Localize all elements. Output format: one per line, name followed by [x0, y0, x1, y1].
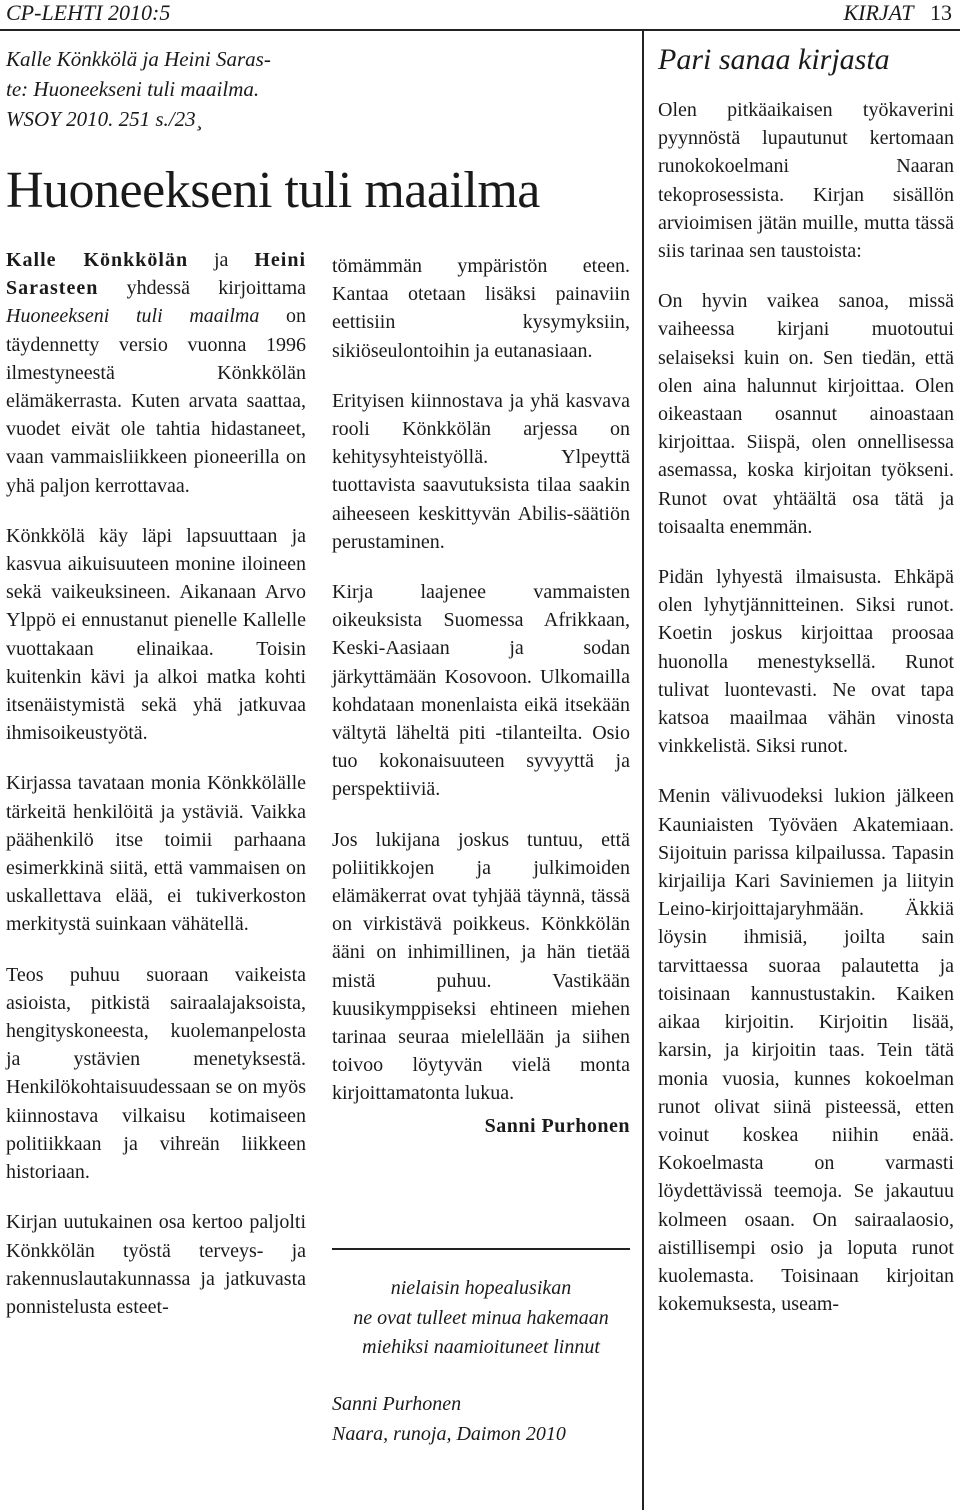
sidebar-paragraph: Menin välivuodeksi lukion jälkeen Kauniaisten Työväen Akatemiaan. Sijoituin parissa kilpailussa. Tapasin kirjailija Kari Saviniemen ja liityin Leino-kirjoittajaryhmään. Äkkiä löysin ihmisiä, joilta sain tarvittaessa suoraa palautetta ja toisinaan kannustustakin. Kaiken aikaa kirjoitin. Kirjoitin lisää, karsin, ja kirjoitin taas. Tein tätä monia vuosia, kunnes kokoelman runot olivat siinä pisteessä, etten voinut koskea niihin enää. Kokoelmasta on varmasti löydettävissä teemoja. Se jakautuu kolmeen osaan. On sairaalaosio, aistillisempi osio ja loputa runot kuolemasta. Toisinaan kirjoitan kokemuksesta, useam-: [658, 785, 954, 1316]
article-title: Huoneekseni tuli maailma: [6, 162, 540, 219]
poem-line: miehiksi naamioituneet linnut: [362, 1336, 600, 1358]
article-paragraph: Kirjassa tavataan monia Könkkölälle tärkeitä henkilöitä ja ystäviä. Vaikka päähenkilö itse toimii parhaana esimerkkinä siitä, että vammaisen on uskallettava elää, ei tukiverkoston merkitystä suinkaan vähätellä.: [6, 772, 306, 936]
poem-book: Naara, runoja, Daimon 2010: [332, 1422, 566, 1445]
section-and-page: [843, 0, 952, 26]
page-header: [0, 0, 960, 28]
sidebar-paragraph: Olen pitkäaikaisen työkaverini pyynnöstä lupautunut kertomaan runokokoelmani Naaran tekoprosessista. Kirjan sisällön arvioimisen jätän muille, mutta tässä siis tarinaa sen taustoista:: [658, 99, 954, 263]
poem-line: ne ovat tulleet minua hakemaan: [353, 1306, 609, 1329]
column-divider: [642, 30, 644, 1510]
page-number: 13: [930, 0, 952, 25]
poem-divider: [332, 1248, 630, 1250]
article-paragraph: Könkkölä käy läpi lapsuuttaan ja kasvua aikuisuuteen monine iloineen sekä vaikeuksineen. Aikanaan Arvo Ylppö ei ennustanut pienelle Kallelle vuottakaan elinaikaa. Toisin kuitenkin kävi ja alkoi matka kohti itsenäistymistä sekä yhä jatkuvaa ihmisoikeustyötä.: [6, 524, 306, 745]
poem-line: nielaisin hopealusikan: [390, 1277, 572, 1299]
author-name-2: Heini Sarasteen: [6, 249, 307, 300]
article-paragraph: Kirja laajenee vammaisten oikeuksista Suomessa Afrikkaan, Keski-Aasiaan ja sodan järkyttämään Kosovoon. Ulkomailla kohdataan monenlaista eikä itsekään vältytä läheltä piti -tilanteilta. Osio tuo kokonaisuuteen syvyyttä ja perspektiiviä.: [332, 581, 630, 801]
sidebar-paragraph: On hyvin vaikea sanoa, missä vaiheessa kirjani muotoutui selaiseksi kuin on. Sen tiedän, että olen aina halunnut kirjoittaa. Olen oikeastaan osannut ainoastaan kirjoittaa. Siispä, olen onnellisessa asemassa, koska kirjoitan työkseni. Runot ovat yhtäältä osa tätä ja toisaalta enemmän.: [658, 290, 954, 538]
article-column-2: [332, 252, 630, 1140]
publication-issue: CP-LEHTI 2010:5: [6, 0, 171, 25]
article-lead: Kalle Könkkölän ja Heini Sarasteen yhdessä kirjoittama Huoneekseni tuli maailma on täydennetty versio vuonna 1996 ilmestyneestä Könkkölän elämäkerrasta. Kuten arvata saattaa, vuodet eivät ole tahtia hidastaneet, vaan vammaisliikkeen pioneerilla on yhä paljon kerrottavaa.: [6, 249, 307, 497]
article-paragraph: Erityisen kiinnostava ja yhä kasvava rooli Könkkölän arjessa on kehitysyhteistyöllä. Ylpeyttä tuottavista saavutuksista tilaa saakin aiheeseen keskittyvän Abilis-säätiön perustaminen.: [332, 389, 630, 553]
sidebar-title: Pari sanaa kirjasta: [658, 43, 890, 76]
poem-excerpt: [332, 1274, 630, 1363]
bibliography-line: Kalle Könkkölä ja Heini Saras-: [6, 47, 271, 71]
sidebar-paragraph: Pidän lyhyestä ilmaisusta. Ehkäpä olen lyhytjännitteinen. Siksi runot. Koetin joskus kirjoittaa proosaa huonolla menestyksellä. Runot tulivat luontevasti. Ne ovat tapa katsoa maailmaa vähän vinosta vinkkelistä. Siksi runot.: [658, 566, 954, 758]
author-name-1: Kalle Könkkölän: [6, 249, 189, 271]
article-paragraph: Teos puhuu suoraan vaikeista asioista, pitkistä sairaalajaksoista, hengityskoneesta, kuolemanpelosta ja ystävien menetyksestä. Henkilökohtaisuudessaan se on myös kiinnostava vilkaisu kotimaiseen politiikkaan ja vihreän liikkeen historiaan.: [6, 963, 306, 1184]
section-label: KIRJAT: [843, 0, 914, 25]
article-signature: Sanni Purhonen: [484, 1114, 630, 1137]
article-paragraph: Jos lukijana joskus tuntuu, että poliitikkojen ja julkimoiden elämäkerrat ovat tyhjää täynnä, tässä on virkistävä poikkeus. Könkkölän ääni on inhimillinen, ja hän tietää mistä puhuu. Vastikään kuusikymppiseksi ehtineen miehen tarinaa seuraa mielellään ja siihen toivoo löytyvän vielä monta kirjoittamatonta lukua.: [332, 828, 630, 1105]
book-title: Huoneekseni tuli maailma: [6, 305, 260, 328]
article-column-1: [6, 246, 306, 1321]
poem-author: Sanni Purhonen: [332, 1393, 462, 1415]
bibliography-line: te: Huoneekseni tuli maailma.: [6, 77, 260, 101]
book-bibliography: [6, 44, 306, 134]
sidebar-column: [658, 96, 954, 1318]
bibliography-line: WSOY 2010. 251 s./23¸: [6, 107, 203, 131]
poem-source: [332, 1390, 630, 1449]
article-paragraph: Kirjan uutukainen osa kertoo paljolti Könkkölän työstä terveys- ja rakennuslautakunnassa ja jatkuvasta ponnistelusta esteet-: [6, 1211, 306, 1318]
article-paragraph: tömämmän ympäristön eteen. Kantaa otetaan lisäksi painaviin eettisiin kysymyksiin, sikiöseulontoihin ja eutanasiaan.: [332, 255, 630, 362]
header-rule: [0, 29, 960, 31]
